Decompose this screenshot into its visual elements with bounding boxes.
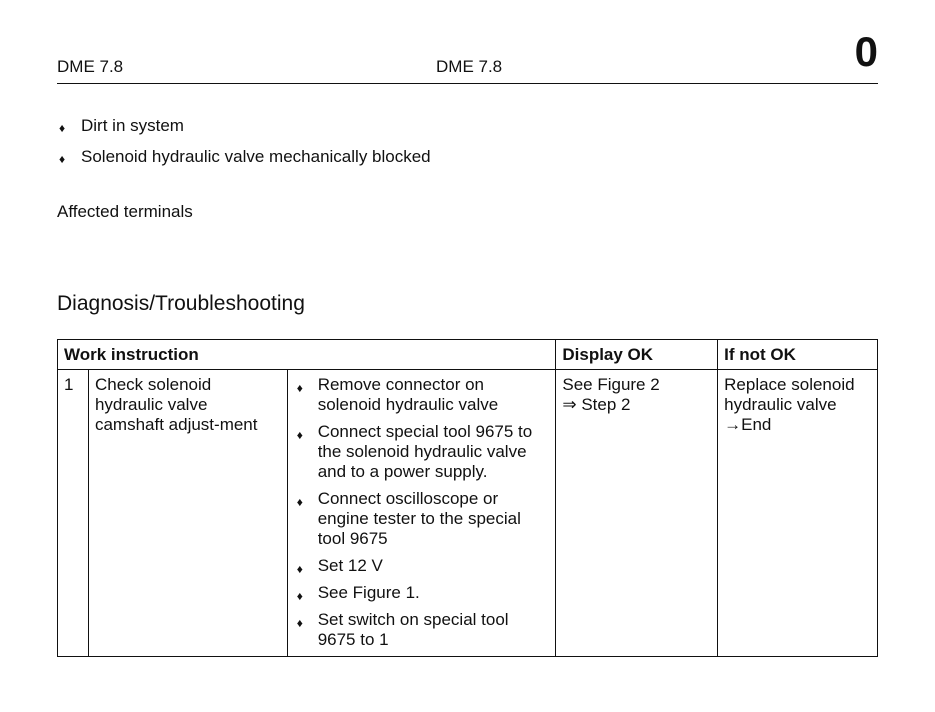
instruction-item <box>294 583 550 603</box>
table-row <box>58 370 878 657</box>
chapter-number: 0 <box>854 28 878 75</box>
if-not-ok-next-step: →End <box>724 415 772 434</box>
diamond-bullet-icon: ♦ <box>296 562 303 576</box>
instruction-text: Remove connector on solenoid hydraulic valve <box>317 375 499 414</box>
instruction-list <box>294 375 550 650</box>
instruction-text: Set switch on special tool 9675 to 1 <box>317 610 509 649</box>
diamond-bullet-icon: ♦ <box>296 381 303 395</box>
step-number: 1 <box>58 370 89 657</box>
instruction-text: See Figure 1. <box>317 583 420 602</box>
instruction-item <box>294 489 550 549</box>
if-not-ok-cell <box>718 370 878 657</box>
instruction-text: Set 12 V <box>317 556 383 575</box>
display-ok-text: See Figure 2 <box>562 375 660 394</box>
header-doc-title-center: DME 7.8 <box>436 57 503 76</box>
display-ok-cell <box>556 370 718 657</box>
header-doc-title-left: DME 7.8 <box>57 57 124 76</box>
affected-terminals-heading: Affected terminals <box>57 202 193 221</box>
display-ok-next-step: ⇒ Step 2 <box>562 395 631 414</box>
cause-text: Solenoid hydraulic valve mechanically blocked <box>81 147 431 166</box>
step-instructions <box>287 370 556 657</box>
header-if-not-ok: If not OK <box>718 340 878 370</box>
instruction-item <box>294 375 550 415</box>
diamond-bullet-icon: ♦ <box>296 589 303 603</box>
instruction-item <box>294 556 550 576</box>
instruction-item <box>294 422 550 482</box>
instruction-text: Connect oscilloscope or engine tester to the special tool 9675 <box>317 489 521 548</box>
instruction-item <box>294 610 550 650</box>
cause-item <box>57 116 431 136</box>
diamond-bullet-icon: ♦ <box>59 121 66 135</box>
section-title: Diagnosis/Troubleshooting <box>57 292 305 315</box>
cause-text: Dirt in system <box>81 116 184 135</box>
step-task: Check solenoid hydraulic valve camshaft adjust-ment <box>88 370 287 657</box>
header-work-instruction: Work instruction <box>58 340 556 370</box>
diamond-bullet-icon: ♦ <box>296 428 303 442</box>
header-display-ok: Display OK <box>556 340 718 370</box>
diamond-bullet-icon: ♦ <box>296 616 303 630</box>
diamond-bullet-icon: ♦ <box>59 152 66 166</box>
header-rule <box>57 83 878 84</box>
diagnosis-table <box>57 339 878 657</box>
cause-list <box>57 116 431 178</box>
instruction-text: Connect special tool 9675 to the solenoid hydraulic valve and to a power supply. <box>317 422 533 481</box>
if-not-ok-text: Replace solenoid hydraulic valve <box>724 375 855 414</box>
cause-item <box>57 147 431 167</box>
table-header-row <box>58 340 878 370</box>
diamond-bullet-icon: ♦ <box>296 495 303 509</box>
